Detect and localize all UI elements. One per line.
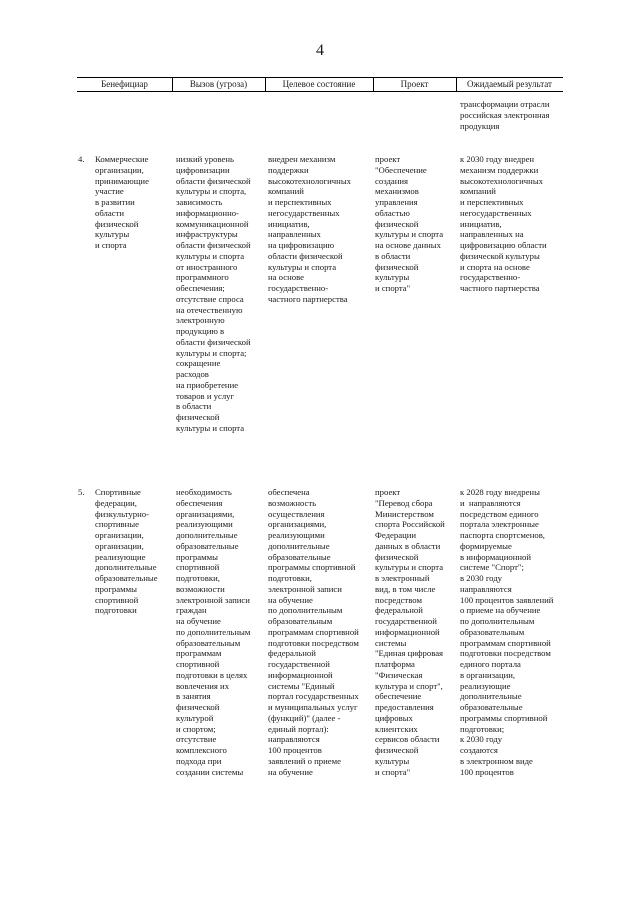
header-divider: [456, 78, 457, 91]
row-number: 4.: [78, 154, 85, 164]
row-5-challenge: необходимость обеспечения организациями, реализующими дополнительные образовательные программы спортивной подготовки, возможности электронной записи граждан на обучение по дополнительным образовательным программам спортивной подготовки в целях вовлечения их в занятия физической культурой и спортом; отсутствие комплексного подхода при создании системы: [176, 487, 251, 777]
header-divider: [265, 78, 266, 91]
row-5-beneficiary: Спортивные федерации, физкультурно- спортивные организации, организации, реализующие дополнительные образовательные программы спортивной подготовки: [95, 487, 158, 616]
row-4-project: проект "Обеспечение создания механизмов управления областью физической культуры и спорта на основе данных в области физической культуры и спорта": [375, 154, 444, 293]
header-divider: [373, 78, 374, 91]
row-4-challenge: низкий уровень цифровизации области физической культуры и спорта, зависимость информационно- коммуникационной инфраструктуры области физической культуры и спорта от иностранного программного обеспечения; отсутствие спроса на отечественную электронную продукцию в области физической культуры и спорта; сокращение расходов на приобретение товаров и услуг в области физической культуры и спорта: [176, 154, 251, 433]
row-4-expected-result: к 2030 году внедрен механизм поддержки высокотехнологичных компаний и перспективных негосударственных инициатив, направленных на цифровизацию области физической культуры и спорта на основе государственно- частного партнерства: [460, 154, 547, 293]
row-5-target-state: обеспечена возможность осуществления организациями, реализующими дополнительные образовательные программы спортивной подготовки, электронной записи на обучение по дополнительным образовательным программам спортивной подготовки посредством федеральной государственной информационной системы "Единый портал государственных и муниципальных услуг (функций)" (далее - единый портал): направляются 100 процентов заявлений о приеме на обучение: [268, 487, 359, 777]
row-5-project: проект "Перевод сбора Министерством спорта Российской Федерации данных в области физической культуры и спорта в электронный вид, в том числе посредством федеральной государственной информационной системы "Единая цифровая платформа "Физическая культура и спорт", обеспечение предоставления цифровых клиентских сервисов области физической культуры и спорта": [375, 487, 445, 777]
continuation-expected-result: трансформации отрасли российская электронная продукция: [460, 99, 550, 131]
header-challenge: Вызов (угроза): [189, 79, 248, 89]
table-header-bottom-border: [77, 91, 563, 92]
row-4-beneficiary: Коммерческие организации, принимающие участие в развитии области физической культуры и спорта: [95, 154, 149, 250]
header-project: Проект: [400, 79, 429, 89]
header-divider: [172, 78, 173, 91]
row-5-expected-result: к 2028 году внедрены и направляются посредством единого портала электронные паспорта спортсменов, формируемые в информационной системе "Спорт"; в 2030 году направляются 100 процентов заявлений о приеме на обучение по дополнительным образовательным программам спортивной подготовки посредством единого портала в организации, реализующие дополнительные образовательные программы спортивной подготовки; к 2030 году создаются в электронном виде 100 процентов: [460, 487, 554, 777]
header-expected-result: Ожидаемый результат: [467, 79, 552, 89]
row-number: 5.: [78, 487, 85, 497]
header-target-state: Целевое состояние: [282, 79, 356, 89]
row-4-target-state: внедрен механизм поддержки высокотехнологичных компаний и перспективных негосударственных инициатив, направленных на цифровизацию области физической культуры и спорта на основе государственно- частного партнерства: [268, 154, 351, 304]
header-beneficiary: Бенефициар: [101, 79, 148, 89]
page-number: 4: [316, 42, 324, 59]
